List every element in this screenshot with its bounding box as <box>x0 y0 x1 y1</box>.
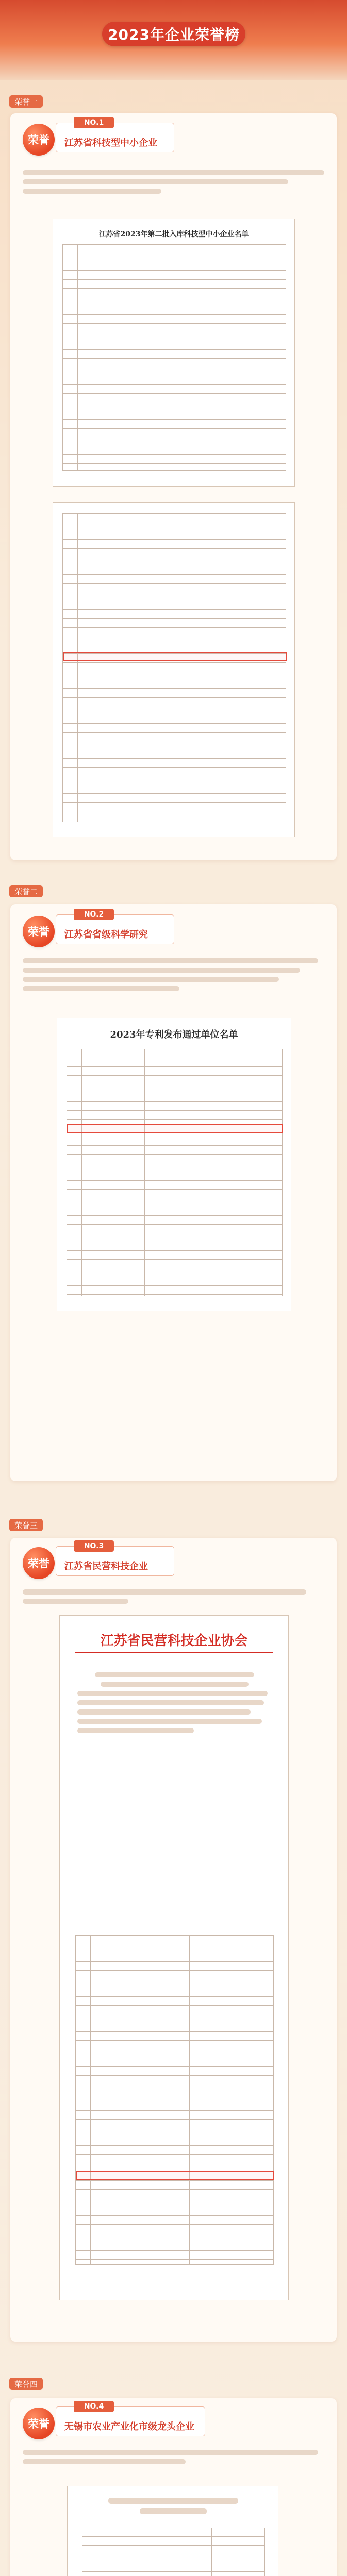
award-table-1b <box>62 513 286 822</box>
award-title-4: 无锡市农业产业化市级龙头企业 <box>64 2421 194 2432</box>
red-divider <box>75 1652 273 1653</box>
award-card-2 <box>10 904 337 1481</box>
section-tag-3: 荣誉三 <box>9 1519 43 1531</box>
rank-pill-4: NO.4 <box>74 2401 114 2412</box>
rank-pill-1: NO.1 <box>74 117 114 128</box>
award-document-2 <box>57 1018 291 1311</box>
doc-red-title-3: 江苏省民营科技企业协会 <box>100 1633 248 1649</box>
document-title-lines-4 <box>86 2498 261 2518</box>
page-title: 2023年企业荣誉榜 <box>102 22 245 46</box>
award-table-4 <box>82 2528 265 2576</box>
award-document-3 <box>59 1615 289 2300</box>
award-table-3 <box>75 1935 274 2265</box>
award-icon-1: 荣誉 <box>23 124 55 156</box>
section-tag-1: 荣誉一 <box>9 95 43 108</box>
award-document-4 <box>67 2486 278 2576</box>
award-card-3 <box>10 1538 337 2342</box>
doc-title-1: 江苏省2023年第二批入库科技型中小企业名单 <box>98 230 249 239</box>
highlighted-row-1 <box>63 652 287 661</box>
award-icon-2: 荣誉 <box>23 916 55 947</box>
award-card-4 <box>10 2398 337 2576</box>
award-title-3: 江苏省民营科技企业 <box>64 1561 148 1572</box>
award-document-1 <box>53 219 295 487</box>
section-tag-2: 荣誉二 <box>9 885 43 897</box>
section-2-text-lines <box>23 958 324 995</box>
section-3-text-lines <box>23 1589 324 1608</box>
award-title-box-4 <box>56 2402 205 2436</box>
section-1-text-lines <box>23 170 324 198</box>
section-4-text-lines <box>23 2450 324 2468</box>
highlighted-row-3 <box>76 2171 274 2180</box>
award-title-2: 江苏省省级科学研究 <box>64 929 148 940</box>
award-title-box-2 <box>56 910 174 944</box>
award-icon-3: 荣誉 <box>23 1547 55 1579</box>
award-title-box-3 <box>56 1542 174 1576</box>
section-tag-4: 荣誉四 <box>9 2378 43 2390</box>
doc-title-2: 2023年专利发布通过单位名单 <box>110 1029 238 1040</box>
award-title-1: 江苏省科技型中小企业 <box>64 138 157 148</box>
award-table-2 <box>67 1049 283 1296</box>
highlighted-row-2 <box>67 1124 283 1133</box>
award-table-1 <box>62 244 286 471</box>
award-icon-4: 荣誉 <box>23 2408 55 2439</box>
document-body-lines-3 <box>77 1672 272 1737</box>
award-title-box-1 <box>56 118 174 152</box>
rank-pill-2: NO.2 <box>74 909 114 920</box>
award-card-1 <box>10 113 337 860</box>
award-document-1b <box>53 502 295 837</box>
rank-pill-3: NO.3 <box>74 1540 114 1552</box>
